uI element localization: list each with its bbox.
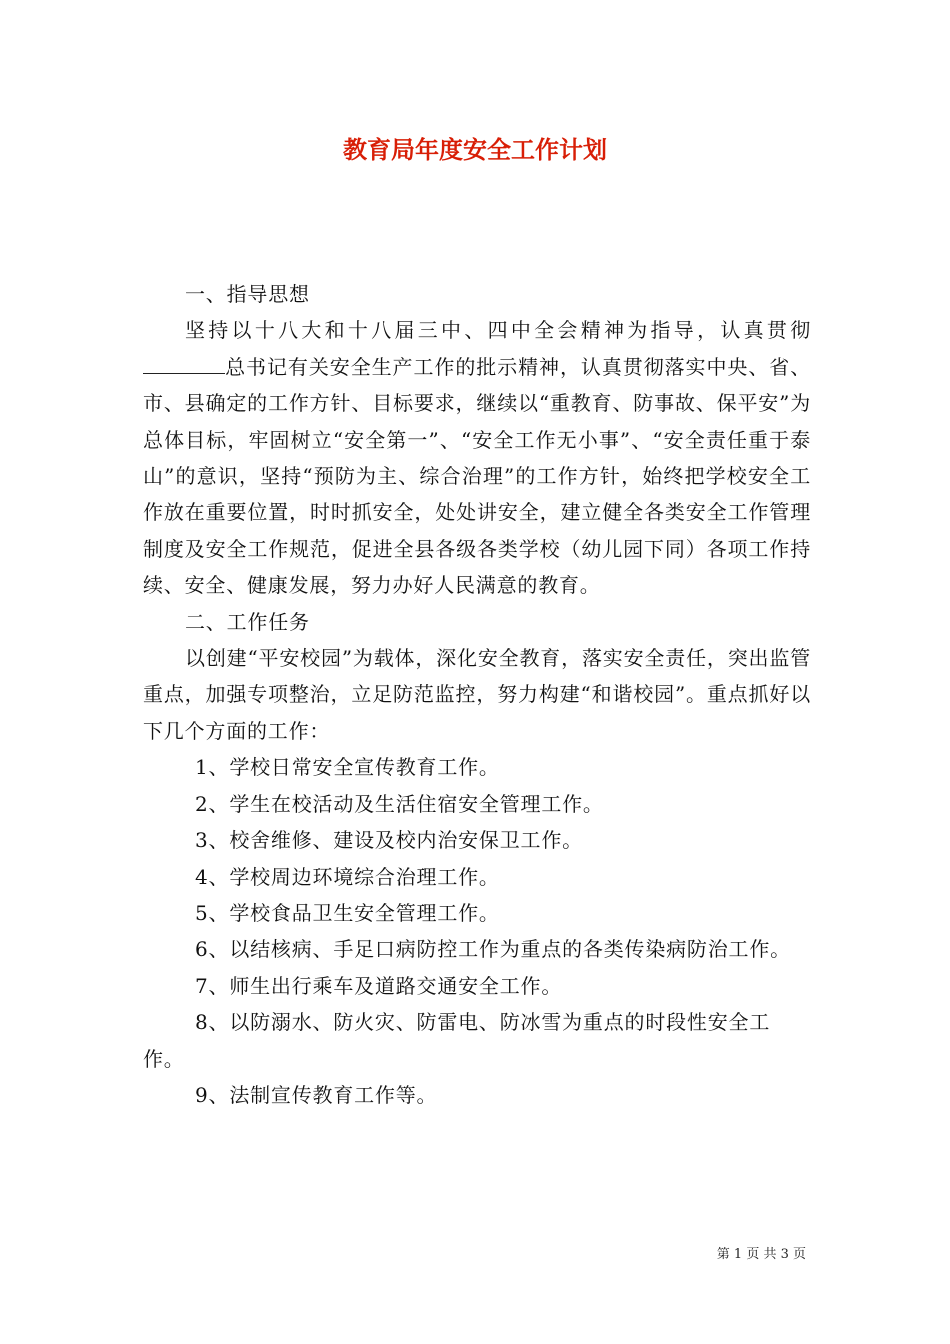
task-list-item: 8、以防溺水、防火灾、防雷电、防冰雪为重点的时段性安全工作。: [143, 1010, 771, 1071]
section2-paragraph: 以创建“平安校园”为载体，深化安全教育，落实安全责任，突出监管重点，加强专项整治，立足防范监控，努力构建“和谐校园”。重点抓好以下几个方面的工作：: [143, 646, 811, 743]
blank-underline: [143, 355, 225, 374]
page-number: 第 1 页 共 3 页: [716, 1247, 806, 1262]
task-list-item: 1、学校日常安全宣传教育工作。: [195, 755, 500, 780]
section2-heading: 二、工作任务: [185, 609, 310, 634]
task-list-item: 2、学生在校活动及生活住宿安全管理工作。: [195, 791, 604, 816]
section1-paragraph: [143, 312, 811, 603]
task-list-item: 7、师生出行乘车及道路交通安全工作。: [195, 973, 563, 998]
task-list-item: 3、校舍维修、建设及校内治安保卫工作。: [195, 828, 583, 853]
document-body: [143, 276, 811, 1113]
section1-paragraph-part1: 坚持以十八大和十八届三中、四中全会精神为指导，认真贯彻: [185, 318, 811, 343]
task-list-item: 4、学校周边环境综合治理工作。: [195, 864, 500, 889]
task-list-item: 6、以结核病、手足口病防控工作为重点的各类传染病防治工作。: [195, 937, 791, 962]
task-list-item: 9、法制宣传教育工作等。: [195, 1082, 438, 1107]
document-title: 教育局年度安全工作计划: [343, 135, 607, 164]
section1-paragraph-part2: 总书记有关安全生产工作的批示精神，认真贯彻落实中央、省、市、县确定的工作方针、目标要求，继续以“重教育、防事故、保平安”为总体目标，牢固树立“安全第一”、“安全工作无小事”、“安全责任重于泰山”的意识，坚持“预防为主、综合治理”的工作方针，始终把学校安全工作放在重要位置，时时抓安全，处处讲安全，建立健全各类安全工作管理制度及安全工作规范，促进全县各级各类学校（幼儿园下同）各项工作持续、安全、健康发展，努力办好人民满意的教育。: [143, 354, 811, 598]
task-list: [143, 749, 811, 1113]
task-list-item: 5、学校食品卫生安全管理工作。: [195, 900, 500, 925]
section1-heading: 一、指导思想: [185, 282, 310, 306]
